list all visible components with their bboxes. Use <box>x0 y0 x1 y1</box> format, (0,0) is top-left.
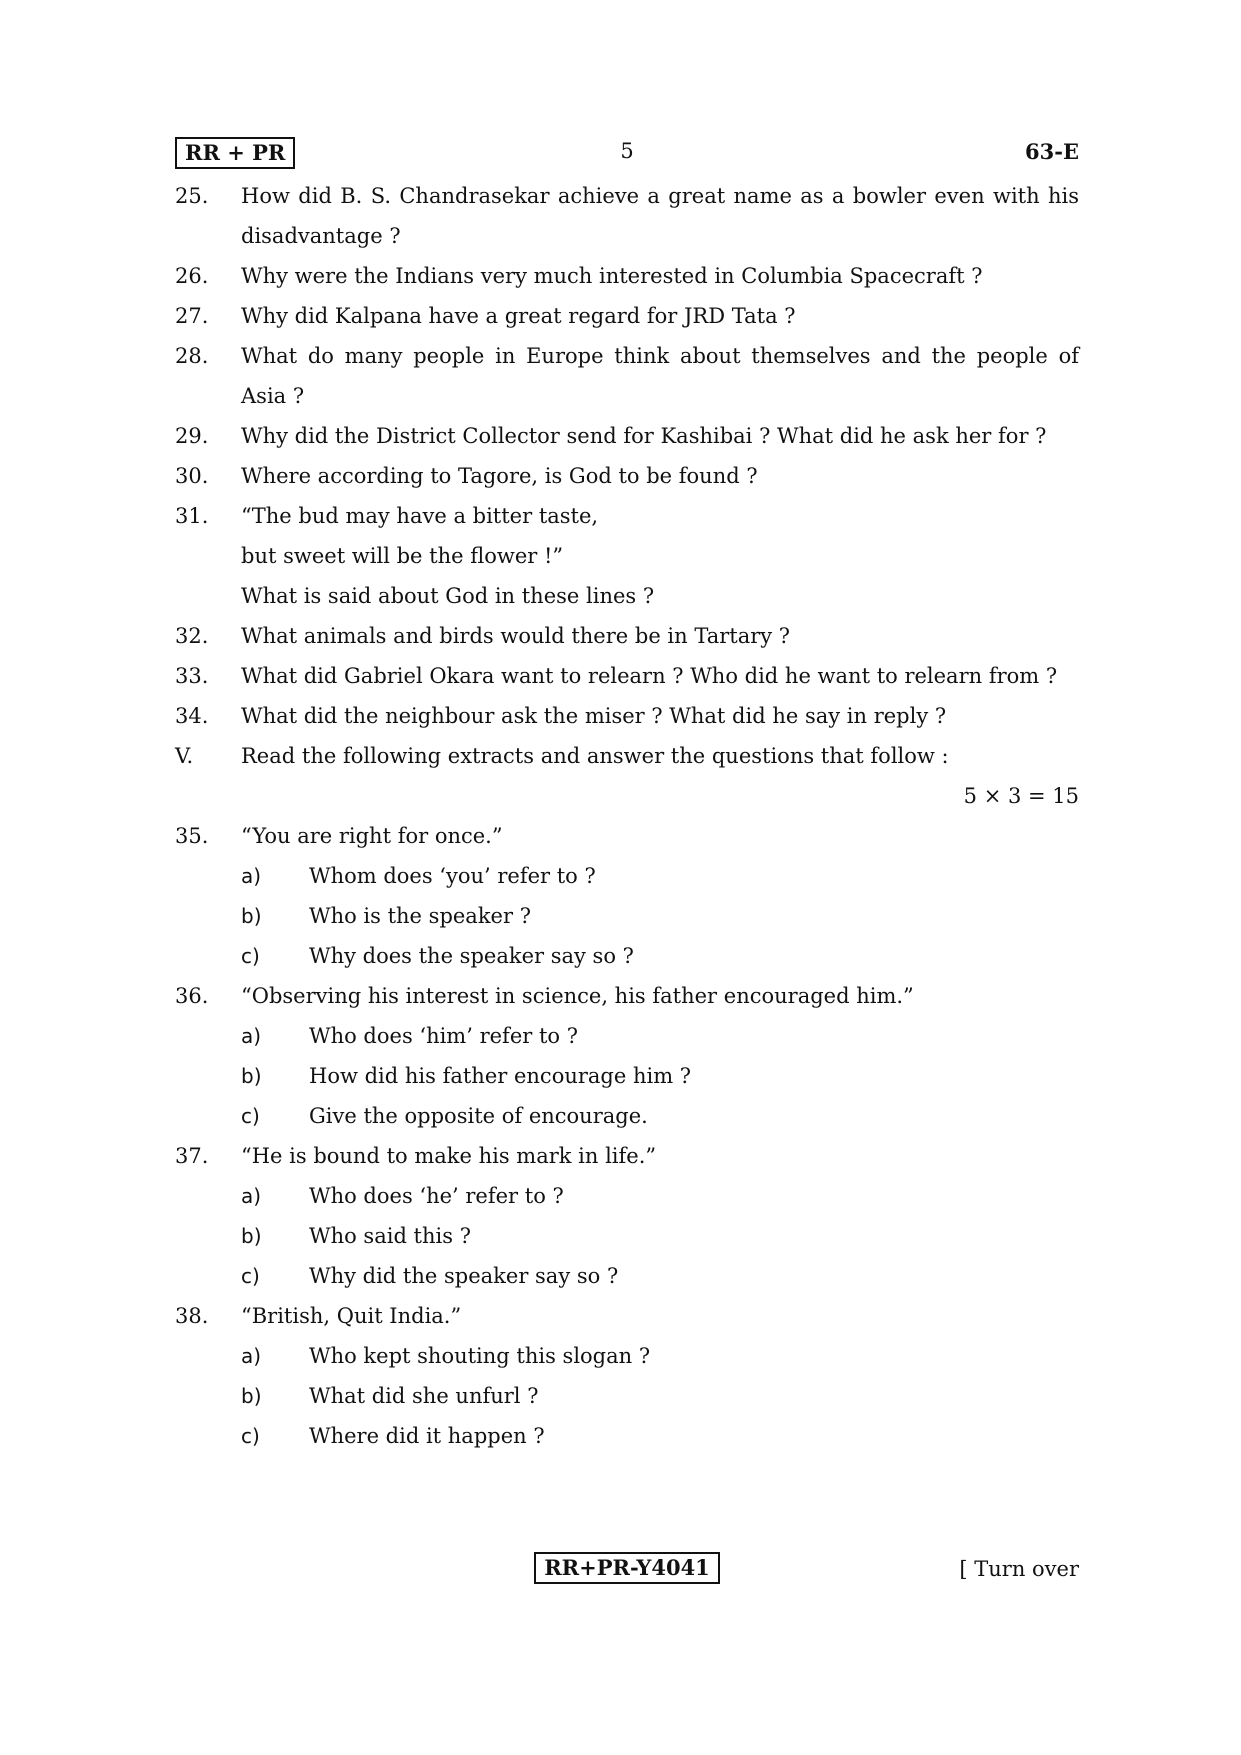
question-number: 29. <box>175 424 209 448</box>
paper-code: 63-E <box>1025 139 1079 164</box>
sub-question-label: c) <box>241 1424 260 1448</box>
question-text: What animals and birds would there be in Tartary ? <box>241 624 791 648</box>
sub-question <box>175 1256 1079 1296</box>
question-number: 36. <box>175 984 209 1008</box>
extract-quote: “British, Quit India.” <box>241 1304 462 1328</box>
question-number: 28. <box>175 344 209 368</box>
question-number: 30. <box>175 464 209 488</box>
sub-question-text: Who does ‘him’ refer to ? <box>309 1024 578 1048</box>
page-header <box>175 137 1079 169</box>
sub-question-label: a) <box>241 1344 262 1368</box>
question-number: 38. <box>175 1304 209 1328</box>
question-item <box>175 656 1079 696</box>
sub-question <box>175 896 1079 936</box>
sub-question-text: How did his father encourage him ? <box>309 1064 692 1088</box>
question-number: 27. <box>175 304 209 328</box>
section-v-heading <box>175 736 1079 776</box>
sub-question <box>175 856 1079 896</box>
question-text: Why were the Indians very much interested in Columbia Spacecraft ? <box>241 264 983 288</box>
turn-over-label: [ Turn over <box>959 1557 1079 1581</box>
sub-question-label: c) <box>241 1264 260 1288</box>
question-number: 31. <box>175 504 209 528</box>
question-text: Why did the District Collector send for Kashibai ? What did he ask her for ? <box>241 424 1047 448</box>
question-item <box>175 456 1079 496</box>
sub-question-text: Who does ‘he’ refer to ? <box>309 1184 564 1208</box>
extract-item <box>175 1296 1079 1336</box>
question-item <box>175 616 1079 656</box>
sub-question <box>175 1336 1079 1376</box>
sub-question <box>175 1376 1079 1416</box>
question-item <box>175 496 1079 616</box>
sub-question <box>175 1216 1079 1256</box>
question-number: 26. <box>175 264 209 288</box>
section-instruction: Read the following extracts and answer the questions that follow : <box>241 744 949 768</box>
question-number: 37. <box>175 1144 209 1168</box>
extract-item <box>175 816 1079 856</box>
question-number: 34. <box>175 704 209 728</box>
sub-question-text: Why did the speaker say so ? <box>309 1264 619 1288</box>
extract-quote: “You are right for once.” <box>241 824 503 848</box>
page-number: 5 <box>620 139 634 163</box>
sub-question-label: a) <box>241 864 262 888</box>
extract-item <box>175 976 1079 1016</box>
question-text: What did the neighbour ask the miser ? What did he say in reply ? <box>241 704 947 728</box>
question-number: 35. <box>175 824 209 848</box>
page-footer <box>175 1552 1079 1588</box>
sub-question <box>175 1176 1079 1216</box>
question-number: 33. <box>175 664 209 688</box>
sub-question-label: b) <box>241 1224 262 1248</box>
sub-question <box>175 1416 1079 1456</box>
question-number: 32. <box>175 624 209 648</box>
sub-question <box>175 1096 1079 1136</box>
section-marks: 5 × 3 = 15 <box>963 784 1079 808</box>
sub-question-text: Where did it happen ? <box>309 1424 545 1448</box>
question-item <box>175 416 1079 456</box>
sub-question-text: Whom does ‘you’ refer to ? <box>309 864 596 888</box>
question-item <box>175 336 1079 416</box>
sub-question-label: a) <box>241 1184 262 1208</box>
question-text: Why did Kalpana have a great regard for JRD Tata ? <box>241 304 796 328</box>
sub-question-text: Who is the speaker ? <box>309 904 531 928</box>
question-list <box>175 176 1079 1456</box>
sub-question-text: What did she unfurl ? <box>309 1384 539 1408</box>
sub-question-text: Give the opposite of encourage. <box>309 1104 648 1128</box>
question-text: Where according to Tagore, is God to be found ? <box>241 464 758 488</box>
sub-question-label: b) <box>241 1064 262 1088</box>
question-item <box>175 696 1079 736</box>
question-text: What do many people in Europe think about themselves and the people of Asia ? <box>241 344 1079 408</box>
sub-question-label: c) <box>241 944 260 968</box>
sub-question-text: Who kept shouting this slogan ? <box>309 1344 651 1368</box>
extract-item <box>175 1136 1079 1176</box>
sub-question-text: Who said this ? <box>309 1224 471 1248</box>
question-number: 25. <box>175 184 209 208</box>
question-text: but sweet will be the flower !” <box>241 544 564 568</box>
header-code-box: RR + PR <box>175 137 295 169</box>
section-number: V. <box>175 744 194 768</box>
sub-question-label: b) <box>241 1384 262 1408</box>
sub-question-text: Why does the speaker say so ? <box>309 944 634 968</box>
sub-question <box>175 1016 1079 1056</box>
sub-question-label: c) <box>241 1104 260 1128</box>
question-item <box>175 256 1079 296</box>
sub-question-label: b) <box>241 904 262 928</box>
extract-quote: “Observing his interest in science, his father encouraged him.” <box>241 984 914 1008</box>
sub-question-label: a) <box>241 1024 262 1048</box>
question-item <box>175 296 1079 336</box>
question-text: “The bud may have a bitter taste, <box>241 504 599 528</box>
sub-question <box>175 936 1079 976</box>
question-text: How did B. S. Chandrasekar achieve a great name as a bowler even with his disadvantage ? <box>241 184 1079 248</box>
footer-code-box: RR+PR-Y4041 <box>534 1552 720 1584</box>
question-item <box>175 176 1079 256</box>
extract-quote: “He is bound to make his mark in life.” <box>241 1144 657 1168</box>
sub-question <box>175 1056 1079 1096</box>
question-text: What did Gabriel Okara want to relearn ? Who did he want to relearn from ? <box>241 664 1058 688</box>
question-text: What is said about God in these lines ? <box>241 584 655 608</box>
